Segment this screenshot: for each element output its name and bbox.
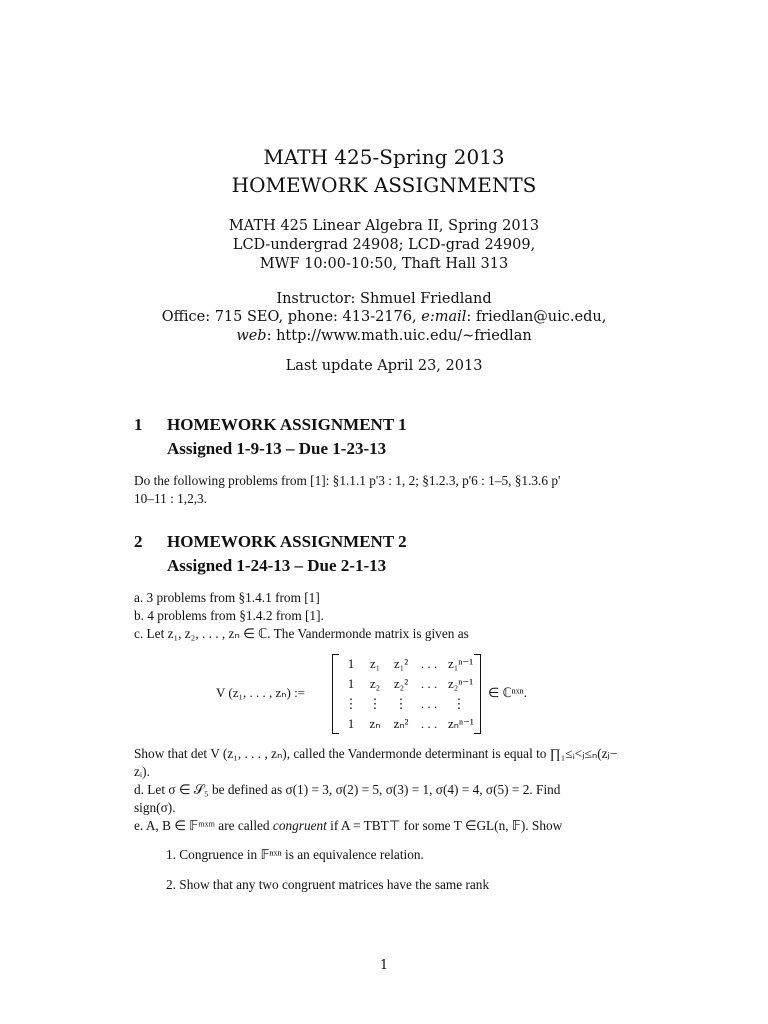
matrix-cell: z₂: [369, 676, 381, 691]
matrix-cell: zₙ²: [393, 716, 409, 731]
vandermonde-statement-line1: Show that det V (z₁, . . . , zₙ), called the Vandermonde determinant is equal to ∏₁≤ᵢ<ⱼ≤ₙ(zⱼ−: [134, 746, 618, 761]
course-info-line3: MWF 10:00-10:50, Thaft Hall 313: [259, 256, 509, 272]
section1-heading: HOMEWORK ASSIGNMENT 1: [167, 415, 407, 434]
matrix-cell: ⋮: [452, 696, 466, 711]
section2-number: 2: [134, 532, 143, 551]
matrix-cell: 1: [347, 716, 355, 731]
matrix-cell: ⋮: [368, 696, 382, 711]
matrix-body: [340, 652, 480, 736]
web-url: : http://www.math.uic.edu/∼friedlan: [266, 328, 532, 344]
last-update: Last update April 23, 2013: [285, 358, 483, 374]
email-value: : friedlan@uic.edu,: [466, 309, 607, 325]
vandermonde-equation: [0, 652, 768, 736]
matrix-cell: zₙ: [369, 716, 381, 731]
matrix-cell: z₁²: [393, 656, 409, 671]
subitem-2: 2. Show that any two congruent matrices have the same rank: [166, 877, 490, 892]
matrix-cell: . . .: [420, 676, 438, 691]
section1-subheading: Assigned 1-9-13 – Due 1-23-13: [167, 439, 387, 458]
document-title-line2: HOMEWORK ASSIGNMENTS: [231, 173, 537, 197]
item-d-line2: sign(σ).: [134, 800, 176, 815]
section1-text-line2: 10–11 : 1,2,3.: [134, 491, 208, 506]
item-e: [134, 817, 562, 835]
matrix-cell: ⋮: [394, 696, 408, 711]
instructor-line: Instructor: Shmuel Friedland: [276, 291, 492, 307]
item-a: a. 3 problems from §1.4.1 from [1]: [134, 590, 320, 605]
matrix-cell: z₂ⁿ⁻¹: [448, 676, 474, 691]
matrix-right-bracket: [474, 654, 481, 734]
office-info: Office: 715 SEO, phone: 413-2176,: [161, 309, 422, 325]
item-e-prefix: e. A, B ∈ 𝔽ᵐˣᵐ are called: [134, 818, 273, 833]
office-line: [0, 308, 768, 327]
matrix-cell: ⋮: [344, 696, 358, 711]
matrix-cell: zₙⁿ⁻¹: [448, 716, 474, 731]
subitem-1: 1. Congruence in 𝔽ⁿˣⁿ is an equivalence relation.: [166, 847, 424, 862]
matrix-cell: z₁ⁿ⁻¹: [448, 656, 474, 671]
matrix-left-bracket: [332, 654, 339, 734]
document-title-line1: MATH 425-Spring 2013: [263, 145, 505, 169]
section1-number: 1: [134, 415, 143, 434]
section2-heading: HOMEWORK ASSIGNMENT 2: [167, 532, 407, 551]
page-number: 1: [379, 958, 389, 973]
item-c: c. Let z₁, z₂, . . . , zₙ ∈ ℂ. The Vandermonde matrix is given as: [134, 626, 469, 641]
item-d-line1: d. Let σ ∈ 𝒮₅ be defined as σ(1) = 3, σ(2) = 5, σ(3) = 1, σ(4) = 4, σ(5) = 2. Find: [134, 782, 561, 797]
matrix-lhs: V (z₁, . . . , zₙ) :=: [216, 685, 306, 700]
matrix-cell: z₁: [369, 656, 381, 671]
section1-text-line1: Do the following problems from [1]: §1.1.1 p'3 : 1, 2; §1.2.3, p'6 : 1–5, §1.3.6 p': [134, 473, 561, 488]
matrix-cell: z₂²: [393, 676, 409, 691]
email-label: e:mail: [421, 309, 467, 325]
section2-subheading: Assigned 1-24-13 – Due 2-1-13: [167, 556, 387, 575]
matrix-cell: . . .: [420, 656, 438, 671]
course-info-line2: LCD-undergrad 24908; LCD-grad 24909,: [232, 237, 536, 253]
matrix-rhs: ∈ ℂⁿˣⁿ.: [488, 685, 527, 700]
matrix-cell: 1: [347, 656, 355, 671]
item-e-term: congruent: [272, 818, 327, 833]
vandermonde-statement-line2: zᵢ).: [134, 764, 150, 779]
item-b: b. 4 problems from §1.4.2 from [1].: [134, 608, 324, 623]
course-info-line1: MATH 425 Linear Algebra II, Spring 2013: [228, 218, 540, 234]
web-label: web: [236, 328, 267, 344]
item-e-suffix: if A = TBT⊤ for some T ∈GL(n, 𝔽). Show: [326, 818, 563, 833]
matrix-cell: . . .: [420, 696, 438, 711]
web-line: [0, 327, 768, 346]
matrix-cell: 1: [347, 676, 355, 691]
matrix-cell: . . .: [420, 716, 438, 731]
